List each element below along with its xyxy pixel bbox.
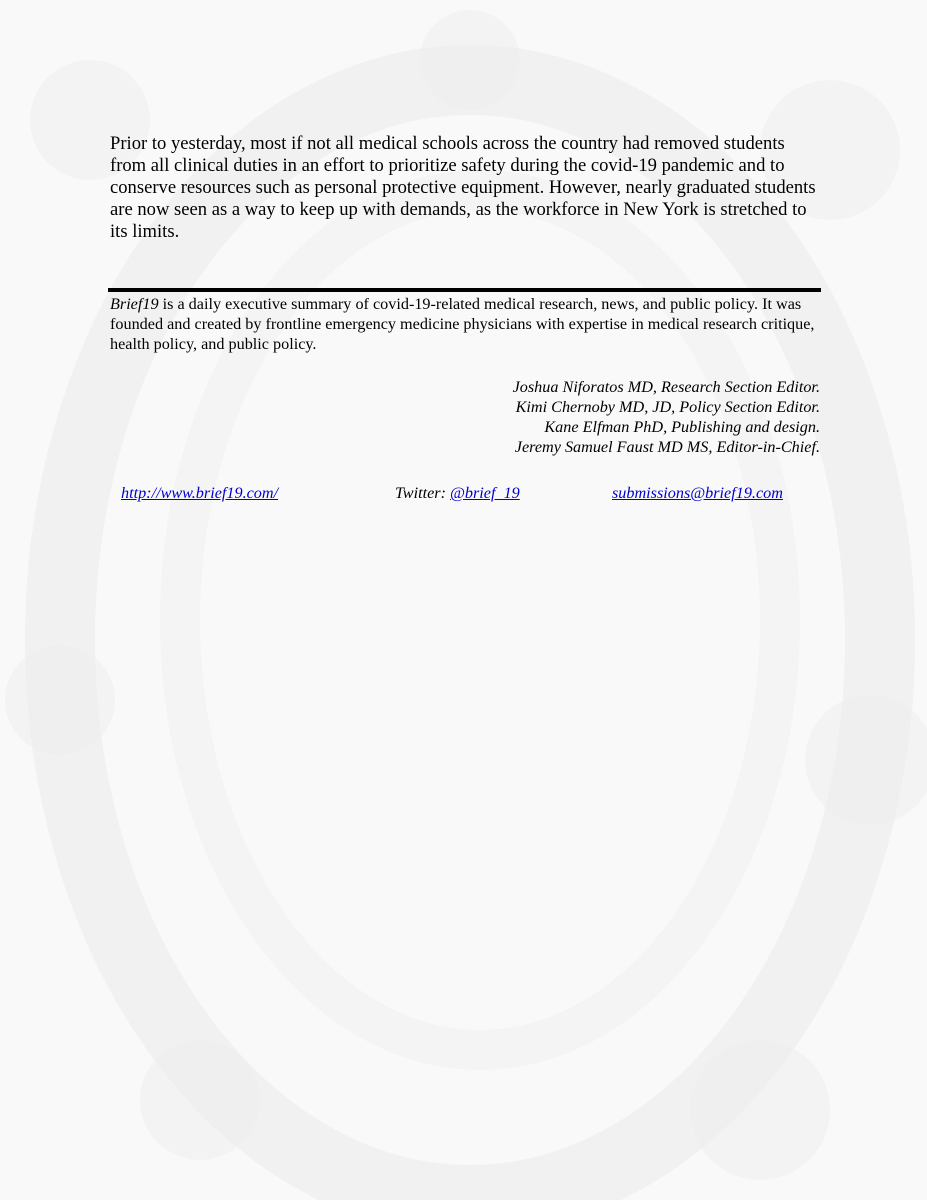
- section-divider: [108, 288, 821, 292]
- twitter-contact: [395, 483, 520, 503]
- twitter-handle-link[interactable]: @brief_19: [450, 484, 520, 502]
- body-paragraph: Prior to yesterday, most if not all medical schools across the country had removed students from all clinical duties in an effort to prioritize safety during the covid-19 pandemic and to conserve resources such as personal protective equipment. However, nearly graduated students are now seen as a way to keep up with demands, as the workforce in New York is stretched to its limits.: [110, 133, 816, 242]
- twitter-label: Twitter:: [395, 484, 451, 502]
- credit-policy-editor: Kimi Chernoby MD, JD, Policy Section Editor.: [515, 398, 820, 416]
- credit-research-editor: Joshua Niforatos MD, Research Section Editor.: [512, 378, 820, 396]
- website-link[interactable]: http://www.brief19.com/: [121, 484, 279, 502]
- about-paragraph: [110, 294, 822, 354]
- submissions-email-link[interactable]: submissions@brief19.com: [612, 484, 783, 502]
- brand-name: Brief19: [110, 295, 159, 313]
- contact-links: [0, 483, 927, 505]
- credit-editor-in-chief: Jeremy Samuel Faust MD MS, Editor-in-Chief.: [514, 438, 820, 456]
- editor-credits: [380, 377, 820, 457]
- credit-publishing-design: Kane Elfman PhD, Publishing and design.: [544, 418, 820, 436]
- about-text: is a daily executive summary of covid-19-related medical research, news, and public policy. It was founded and created by frontline emergency medicine physicians with expertise in medical research critique, health policy, and public policy.: [110, 295, 815, 353]
